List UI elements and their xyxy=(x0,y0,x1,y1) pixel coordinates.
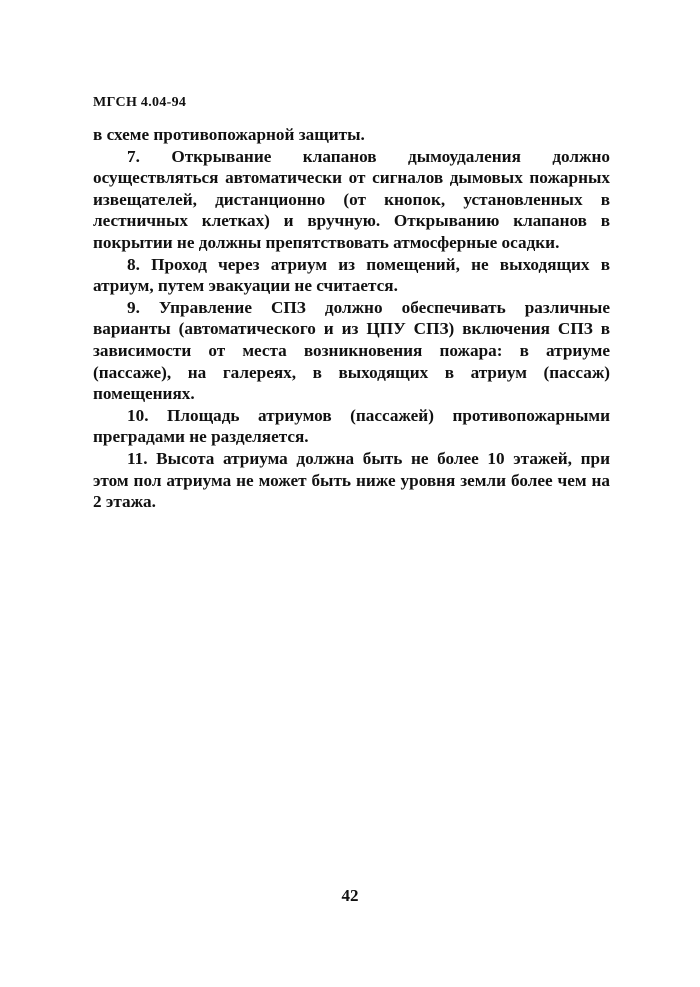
paragraph-continuation: в схеме противопожарной защиты. xyxy=(93,125,365,144)
paragraph-item-9: 9. Управление СПЗ должно обеспечивать различные варианты (автоматического и из ЦПУ СПЗ) включения СПЗ в зависимости от места возникновения пожара: в атриуме (пассаже), на галереях, в выходящих в атриум (пассаж) помещениях. xyxy=(93,297,610,404)
document-body xyxy=(93,124,610,513)
document-code: МГСН 4.04-94 xyxy=(93,95,187,110)
paragraph-item-7: 7. Открывание клапанов дымоудаления должно осуществляться автоматически от сигналов дымовых пожарных извещателей, дистанционно (от кнопок, установленных в лестничных клетках) и вручную. Открыванию клапанов в покрытии не должны препятствовать атмосферные осадки. xyxy=(93,146,610,252)
paragraph-item-8: 8. Проход через атриум из помещений, не выходящих в атриум, путем эвакуации не считается. xyxy=(93,254,610,296)
page-number: 42 xyxy=(341,886,359,905)
paragraph-item-10: 10. Площадь атриумов (пассажей) противопожарными преградами не разделяется. xyxy=(93,405,610,447)
paragraph-item-11: 11. Высота атриума должна быть не более 10 этажей, при этом пол атриума не может быть ниже уровня земли более чем на 2 этажа. xyxy=(93,448,610,512)
